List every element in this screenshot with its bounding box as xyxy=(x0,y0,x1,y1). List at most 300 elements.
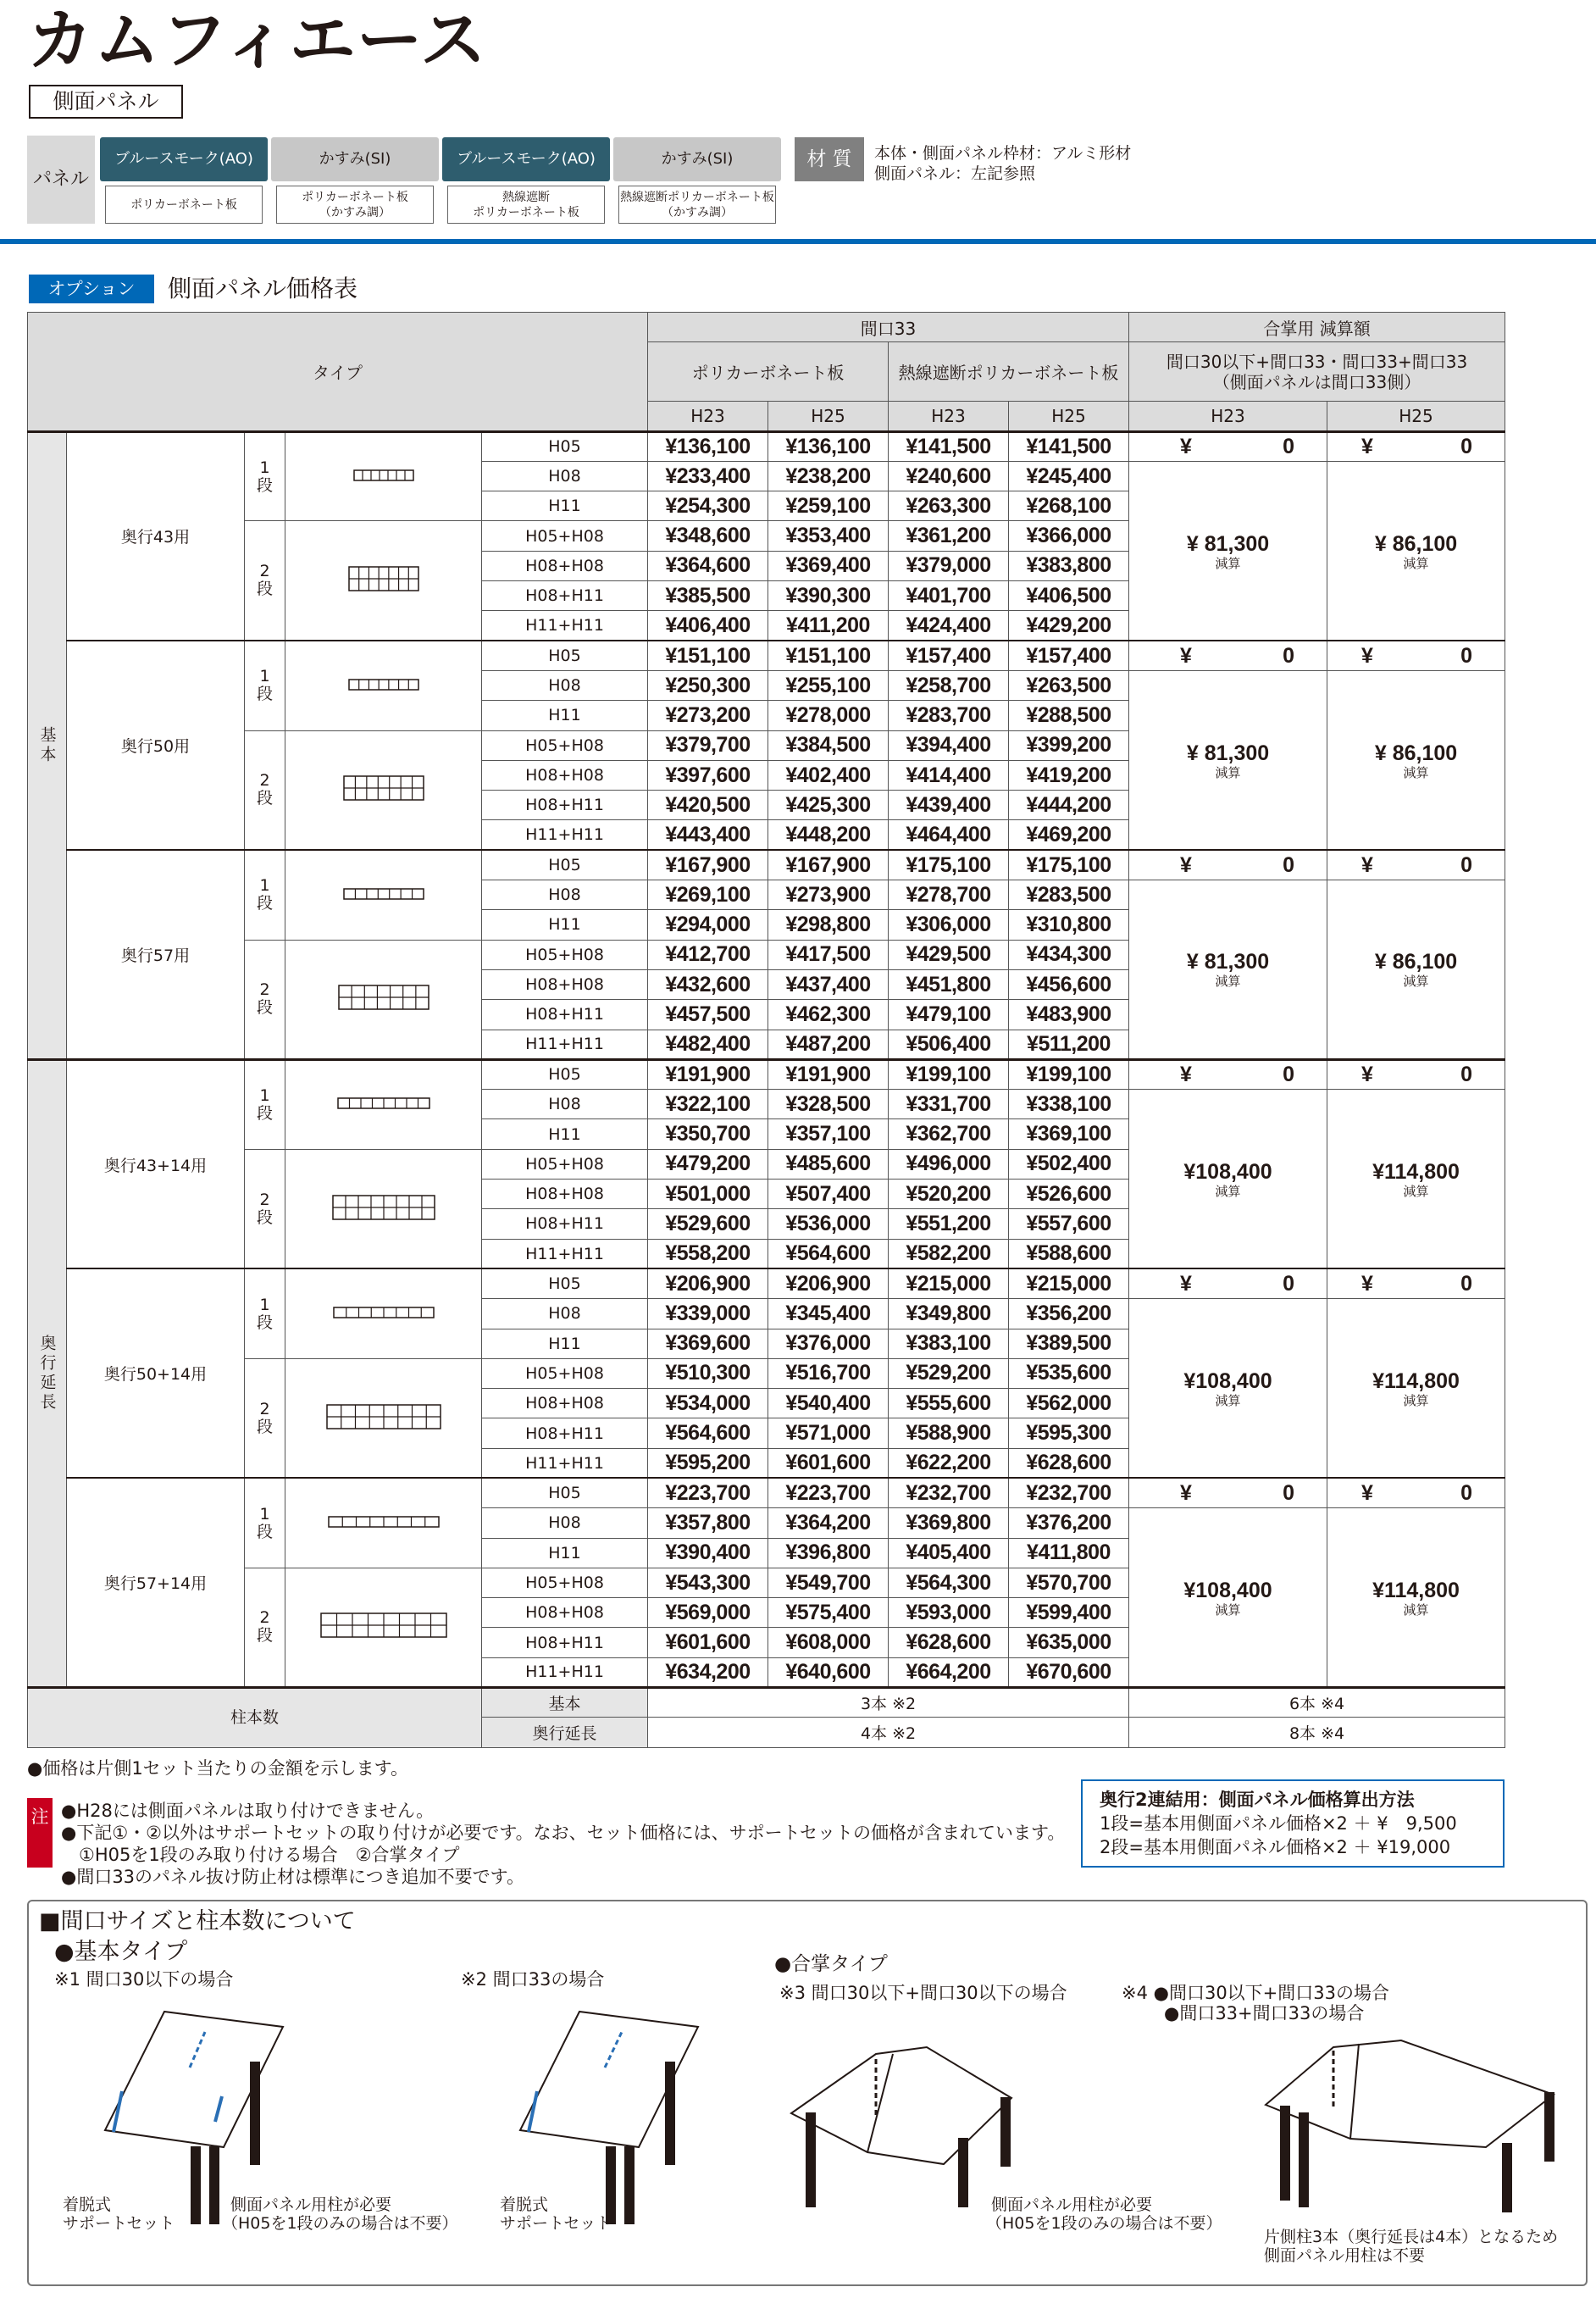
price-cell: ¥402,400 xyxy=(768,760,889,790)
depth-label: 奥行43用 xyxy=(67,431,245,641)
price-cell: ¥268,100 xyxy=(1009,491,1129,521)
price-cell: ¥349,800 xyxy=(889,1299,1009,1329)
price-cell: ¥263,500 xyxy=(1009,670,1129,700)
posts-label: 柱本数 xyxy=(28,1688,482,1748)
price-cell: ¥273,200 xyxy=(648,701,768,730)
price-cell: ¥278,000 xyxy=(768,701,889,730)
price-cell: ¥429,200 xyxy=(1009,611,1129,641)
support-label: サポートセット xyxy=(63,2214,175,2233)
price-table xyxy=(27,312,1505,1748)
price-cell: ¥543,300 xyxy=(648,1568,768,1597)
reduction-h25: ¥114,800 減算 xyxy=(1327,1299,1505,1479)
price-cell: ¥448,200 xyxy=(768,820,889,850)
price-cell: ¥487,200 xyxy=(768,1030,889,1059)
stage-label: 2 段 xyxy=(245,730,285,850)
price-cell: ¥383,800 xyxy=(1009,551,1129,580)
size-label: H05 xyxy=(482,431,648,461)
price-cell: ¥283,500 xyxy=(1009,880,1129,910)
size-label: H08 xyxy=(482,461,648,491)
price-cell: ¥362,700 xyxy=(889,1119,1009,1149)
side-note: 側面パネル用柱は不要 xyxy=(1264,2246,1426,2265)
reduction-zero: ¥ 0 xyxy=(1129,641,1327,670)
price-cell: ¥369,600 xyxy=(648,1329,768,1358)
table-row xyxy=(28,641,1505,670)
stage-label: 2 段 xyxy=(245,1149,285,1268)
size-label: H08+H08 xyxy=(482,1180,648,1209)
posts-kihon-value: 3本 ※2 xyxy=(648,1688,1129,1718)
price-cell: ¥232,700 xyxy=(1009,1478,1129,1507)
panel-label: パネル xyxy=(27,136,95,224)
size-label: H11 xyxy=(482,910,648,940)
calc-line: 2段=基本用側面パネル価格×2 ＋ ¥19,000 xyxy=(1100,1837,1451,1857)
support-label: サポートセット xyxy=(500,2214,612,2233)
price-cell: ¥141,500 xyxy=(889,431,1009,461)
price-cell: ¥483,900 xyxy=(1009,1000,1129,1030)
price-cell: ¥379,000 xyxy=(889,551,1009,580)
price-cell: ¥345,400 xyxy=(768,1299,889,1329)
price-cell: ¥366,000 xyxy=(1009,521,1129,551)
panel-grid-icon xyxy=(343,775,424,801)
material-line: 側面パネル：左記参照 xyxy=(874,164,1036,183)
price-cell: ¥599,400 xyxy=(1009,1598,1129,1628)
basic-case-2: ※2 間口33の場合 xyxy=(461,1969,605,1990)
category-label: 奥行延長 xyxy=(28,1059,67,1687)
stage-label: 1 段 xyxy=(245,431,285,521)
size-label: H08+H11 xyxy=(482,1628,648,1657)
price-cell: ¥361,200 xyxy=(889,521,1009,551)
price-cell: ¥464,400 xyxy=(889,820,1009,850)
size-label: H05+H08 xyxy=(482,940,648,969)
price-cell: ¥255,100 xyxy=(768,670,889,700)
price-cell: ¥479,100 xyxy=(889,1000,1009,1030)
price-cell: ¥419,200 xyxy=(1009,760,1129,790)
gassho-type-title: ●合掌タイプ xyxy=(774,1953,888,1975)
price-cell: ¥479,200 xyxy=(648,1149,768,1179)
size-label: H08 xyxy=(482,880,648,910)
table-row xyxy=(28,431,1505,461)
price-cell: ¥273,900 xyxy=(768,880,889,910)
size-label: H05 xyxy=(482,1059,648,1089)
panel-grid-icon xyxy=(348,566,419,591)
panel-diagram xyxy=(285,641,482,730)
depth-label: 奥行43+14用 xyxy=(67,1059,245,1268)
price-cell: ¥516,700 xyxy=(768,1358,889,1388)
price-cell: ¥136,100 xyxy=(768,431,889,461)
price-cell: ¥588,600 xyxy=(1009,1239,1129,1268)
size-label: H08+H11 xyxy=(482,581,648,611)
price-cell: ¥199,100 xyxy=(1009,1059,1129,1089)
price-cell: ¥551,200 xyxy=(889,1209,1009,1239)
price-cell: ¥215,000 xyxy=(889,1268,1009,1298)
price-cell: ¥206,900 xyxy=(648,1268,768,1298)
price-cell: ¥564,600 xyxy=(648,1418,768,1448)
size-label: H08+H08 xyxy=(482,1389,648,1418)
gassho-note: 間口30以下+間口33・間口33+間口33 （側面パネルは間口33側） xyxy=(1129,342,1505,402)
stage-label: 1 段 xyxy=(245,850,285,940)
panel-grid-icon xyxy=(337,1097,430,1109)
price-cell: ¥529,600 xyxy=(648,1209,768,1239)
price-cell: ¥357,800 xyxy=(648,1508,768,1538)
price-cell: ¥536,000 xyxy=(768,1209,889,1239)
price-cell: ¥529,200 xyxy=(889,1358,1009,1388)
swatch-kasumi: かすみ(SI) xyxy=(271,137,439,181)
table-row xyxy=(28,1478,1505,1507)
panel-grid-icon xyxy=(338,985,429,1010)
price-cell: ¥414,400 xyxy=(889,760,1009,790)
price-cell: ¥191,900 xyxy=(768,1059,889,1089)
price-cell: ¥269,100 xyxy=(648,880,768,910)
price-cell: ¥254,300 xyxy=(648,491,768,521)
depth-label: 奥行57+14用 xyxy=(67,1478,245,1687)
size-label: H08+H08 xyxy=(482,1598,648,1628)
size-label: H11+H11 xyxy=(482,1239,648,1268)
price-cell: ¥215,000 xyxy=(1009,1268,1129,1298)
depth-label: 奥行50用 xyxy=(67,641,245,850)
price-cell: ¥383,100 xyxy=(889,1329,1009,1358)
price-cell: ¥635,000 xyxy=(1009,1628,1129,1657)
price-cell: ¥558,200 xyxy=(648,1239,768,1268)
panel-diagram xyxy=(285,1059,482,1149)
support-label: 着脱式 xyxy=(500,2195,549,2214)
size-label: H05 xyxy=(482,641,648,670)
price-cell: ¥412,700 xyxy=(648,940,768,969)
size-label: H11 xyxy=(482,1329,648,1358)
price-cell: ¥250,300 xyxy=(648,670,768,700)
size-label: H08 xyxy=(482,1090,648,1119)
size-label: H08 xyxy=(482,1299,648,1329)
price-cell: ¥564,600 xyxy=(768,1239,889,1268)
price-cell: ¥670,600 xyxy=(1009,1657,1129,1687)
price-cell: ¥233,400 xyxy=(648,461,768,491)
size-label: H08+H11 xyxy=(482,1418,648,1448)
posts-kihon: 基本 xyxy=(482,1688,648,1718)
size-label: H08+H11 xyxy=(482,1209,648,1239)
price-cell: ¥376,000 xyxy=(768,1329,889,1358)
price-cell: ¥549,700 xyxy=(768,1568,889,1597)
note-line: ●下記①・②以外はサポートセットの取り付けが必要です。なお、セット価格には、サポートセットの価格が含まれています。 xyxy=(61,1823,1066,1843)
price-cell: ¥331,700 xyxy=(889,1090,1009,1119)
price-cell: ¥348,600 xyxy=(648,521,768,551)
reduction-h25: ¥114,800 減算 xyxy=(1327,1090,1505,1269)
poly-header: ポリカーボネート板 xyxy=(648,342,889,402)
price-cell: ¥175,100 xyxy=(889,850,1009,880)
price-cell: ¥511,200 xyxy=(1009,1030,1129,1059)
panel-diagram xyxy=(285,1268,482,1358)
price-cell: ¥664,200 xyxy=(889,1657,1009,1687)
price-cell: ¥232,700 xyxy=(889,1478,1009,1507)
price-cell: ¥588,900 xyxy=(889,1418,1009,1448)
price-cell: ¥443,400 xyxy=(648,820,768,850)
size-label: H08+H08 xyxy=(482,760,648,790)
note-line: ●H28には側面パネルは取り付けできません。 xyxy=(61,1801,435,1821)
h25-header: H25 xyxy=(1327,402,1505,431)
swatch-desc: 熱線遮断 ポリカーボネート板 xyxy=(447,186,605,224)
stage-label: 1 段 xyxy=(245,641,285,730)
price-cell: ¥622,200 xyxy=(889,1448,1009,1478)
panel-diagram xyxy=(285,1568,482,1687)
size-label: H11+H11 xyxy=(482,820,648,850)
panel-grid-icon xyxy=(332,1195,435,1220)
type-header: タイプ xyxy=(28,313,648,432)
price-cell: ¥328,500 xyxy=(768,1090,889,1119)
price-cell: ¥569,000 xyxy=(648,1598,768,1628)
panel-grid-icon xyxy=(328,1516,440,1528)
price-cell: ¥259,100 xyxy=(768,491,889,521)
gassho-case-4b: ●間口33+間口33の場合 xyxy=(1164,2003,1365,2023)
price-cell: ¥157,400 xyxy=(889,641,1009,670)
price-cell: ¥555,600 xyxy=(889,1389,1009,1418)
price-cell: ¥595,300 xyxy=(1009,1418,1129,1448)
swatch-desc: ポリカーボネート板 （かすみ調） xyxy=(276,186,434,224)
panel-grid-icon xyxy=(333,1307,435,1318)
price-cell: ¥238,200 xyxy=(768,461,889,491)
price-cell: ¥432,600 xyxy=(648,969,768,999)
note-line: ①H05を1段のみ取り付ける場合 ②合掌タイプ xyxy=(61,1845,460,1865)
post-need-label: 側面パネル用柱が必要 xyxy=(991,2195,1153,2214)
calc-box xyxy=(1081,1779,1505,1868)
price-cell: ¥223,700 xyxy=(768,1478,889,1507)
h23-header: H23 xyxy=(889,402,1009,431)
panel-diagram xyxy=(285,850,482,940)
price-cell: ¥457,500 xyxy=(648,1000,768,1030)
price-cell: ¥520,200 xyxy=(889,1180,1009,1209)
swatch-blue-smoke: ブルースモーク(AO) xyxy=(100,137,268,181)
price-cell: ¥245,400 xyxy=(1009,461,1129,491)
price-cell: ¥411,200 xyxy=(768,611,889,641)
panel-grid-icon xyxy=(353,469,414,481)
h25-header: H25 xyxy=(768,402,889,431)
reduction-h23: ¥108,400 減算 xyxy=(1129,1299,1327,1479)
reduction-h23: ¥ 81,300 減算 xyxy=(1129,880,1327,1060)
size-label: H05 xyxy=(482,850,648,880)
depth-label: 奥行50+14用 xyxy=(67,1268,245,1478)
reduction-zero: ¥ 0 xyxy=(1327,850,1505,880)
basic-case-1: ※1 間口30以下の場合 xyxy=(54,1969,234,1990)
size-label: H11 xyxy=(482,1119,648,1149)
basic-type-title: ●基本タイプ xyxy=(54,1939,188,1965)
price-cell: ¥485,600 xyxy=(768,1149,889,1179)
price-cell: ¥608,000 xyxy=(768,1628,889,1657)
price-cell: ¥385,500 xyxy=(648,581,768,611)
support-label: 着脱式 xyxy=(63,2195,112,2214)
size-label: H05 xyxy=(482,1268,648,1298)
price-cell: ¥535,600 xyxy=(1009,1358,1129,1388)
price-cell: ¥379,700 xyxy=(648,730,768,760)
price-cell: ¥167,900 xyxy=(768,850,889,880)
carport-basic-2 xyxy=(520,2012,698,2223)
panel-diagram xyxy=(285,1478,482,1568)
stage-label: 1 段 xyxy=(245,1059,285,1149)
price-cell: ¥390,300 xyxy=(768,581,889,611)
size-label: H05+H08 xyxy=(482,730,648,760)
price-cell: ¥322,100 xyxy=(648,1090,768,1119)
price-cell: ¥389,500 xyxy=(1009,1329,1129,1358)
reduction-h25: ¥114,800 減算 xyxy=(1327,1508,1505,1688)
price-cell: ¥420,500 xyxy=(648,791,768,820)
price-cell: ¥397,600 xyxy=(648,760,768,790)
reduction-zero: ¥ 0 xyxy=(1129,1478,1327,1507)
note-line: ●間口33のパネル抜け防止材は標準につき追加不要です。 xyxy=(61,1867,524,1887)
panel-grid-icon xyxy=(320,1612,447,1638)
panel-diagram xyxy=(285,521,482,641)
price-cell: ¥507,400 xyxy=(768,1180,889,1209)
price-cell: ¥364,600 xyxy=(648,551,768,580)
table-row xyxy=(28,1059,1505,1089)
price-cell: ¥258,700 xyxy=(889,670,1009,700)
h23-header: H23 xyxy=(648,402,768,431)
gassho-case-4a: ※4 ●間口30以下+間口33の場合 xyxy=(1122,1983,1389,2003)
page-subtitle: 側面パネル xyxy=(29,85,183,119)
price-cell: ¥425,300 xyxy=(768,791,889,820)
divider xyxy=(0,239,1596,244)
price-cell: ¥223,700 xyxy=(648,1478,768,1507)
price-cell: ¥151,100 xyxy=(768,641,889,670)
reduction-zero: ¥ 0 xyxy=(1327,1268,1505,1298)
size-label: H11+H11 xyxy=(482,1448,648,1478)
stage-label: 2 段 xyxy=(245,521,285,641)
price-cell: ¥294,000 xyxy=(648,910,768,940)
calc-title: 奥行2連結用：側面パネル価格算出方法 xyxy=(1100,1790,1415,1810)
table-row xyxy=(28,1268,1505,1298)
price-cell: ¥634,200 xyxy=(648,1657,768,1687)
carport-basic-1 xyxy=(105,2012,283,2223)
panel-diagram xyxy=(285,431,482,521)
maguchi-header: 間口33 xyxy=(648,313,1129,342)
panel-diagram xyxy=(285,940,482,1059)
price-cell: ¥167,900 xyxy=(648,850,768,880)
reduction-h25: ¥ 86,100 減算 xyxy=(1327,880,1505,1060)
reduction-h23: ¥108,400 減算 xyxy=(1129,1508,1327,1688)
reduction-zero: ¥ 0 xyxy=(1129,1268,1327,1298)
price-cell: ¥562,000 xyxy=(1009,1389,1129,1418)
reduction-h25: ¥ 86,100 減算 xyxy=(1327,461,1505,641)
price-cell: ¥444,200 xyxy=(1009,791,1129,820)
price-cell: ¥595,200 xyxy=(648,1448,768,1478)
price-cell: ¥151,100 xyxy=(648,641,768,670)
bottom-title: ■間口サイズと柱本数について xyxy=(39,1908,356,1934)
price-cell: ¥298,800 xyxy=(768,910,889,940)
heat-poly-header: 熱線遮断ポリカーボネート板 xyxy=(889,342,1129,402)
reduction-zero: ¥ 0 xyxy=(1327,431,1505,461)
price-cell: ¥582,200 xyxy=(889,1239,1009,1268)
option-badge: オプション xyxy=(29,275,154,303)
reduction-zero: ¥ 0 xyxy=(1129,850,1327,880)
price-cell: ¥338,100 xyxy=(1009,1090,1129,1119)
price-cell: ¥157,400 xyxy=(1009,641,1129,670)
size-label: H08 xyxy=(482,670,648,700)
post-need-label: （H05を1段のみの場合は不要） xyxy=(986,2214,1222,2233)
price-note: ●価格は片側1セット当たりの金額を示します。 xyxy=(27,1758,409,1779)
price-cell: ¥199,100 xyxy=(889,1059,1009,1089)
price-cell: ¥557,600 xyxy=(1009,1209,1129,1239)
price-cell: ¥501,000 xyxy=(648,1180,768,1209)
price-cell: ¥357,100 xyxy=(768,1119,889,1149)
size-label: H11+H11 xyxy=(482,1030,648,1059)
price-cell: ¥310,800 xyxy=(1009,910,1129,940)
price-cell: ¥401,700 xyxy=(889,581,1009,611)
price-cell: ¥353,400 xyxy=(768,521,889,551)
price-cell: ¥350,700 xyxy=(648,1119,768,1149)
price-cell: ¥191,900 xyxy=(648,1059,768,1089)
calc-line: 1段=基本用側面パネル価格×2 ＋ ¥ 9,500 xyxy=(1100,1813,1457,1834)
price-cell: ¥496,000 xyxy=(889,1149,1009,1179)
price-cell: ¥396,800 xyxy=(768,1538,889,1568)
stage-label: 1 段 xyxy=(245,1268,285,1358)
panel-grid-icon xyxy=(343,888,424,900)
price-cell: ¥263,300 xyxy=(889,491,1009,521)
price-cell: ¥456,600 xyxy=(1009,969,1129,999)
price-cell: ¥462,300 xyxy=(768,1000,889,1030)
carport-gassho-4 xyxy=(1266,2040,1554,2212)
size-label: H05 xyxy=(482,1478,648,1507)
price-cell: ¥601,600 xyxy=(648,1628,768,1657)
price-cell: ¥571,000 xyxy=(768,1418,889,1448)
size-label: H05+H08 xyxy=(482,521,648,551)
size-label: H11 xyxy=(482,701,648,730)
price-cell: ¥399,200 xyxy=(1009,730,1129,760)
material-line: 本体・側面パネル枠材：アルミ形材 xyxy=(874,144,1132,163)
price-cell: ¥439,400 xyxy=(889,791,1009,820)
price-cell: ¥283,700 xyxy=(889,701,1009,730)
price-cell: ¥141,500 xyxy=(1009,431,1129,461)
price-cell: ¥469,200 xyxy=(1009,820,1129,850)
reduction-h23: ¥ 81,300 減算 xyxy=(1129,670,1327,850)
price-cell: ¥502,400 xyxy=(1009,1149,1129,1179)
price-cell: ¥411,800 xyxy=(1009,1538,1129,1568)
reduction-zero: ¥ 0 xyxy=(1129,1059,1327,1089)
price-cell: ¥417,500 xyxy=(768,940,889,969)
price-cell: ¥405,400 xyxy=(889,1538,1009,1568)
section-title: 側面パネル価格表 xyxy=(168,275,358,303)
reduction-h23: ¥ 81,300 減算 xyxy=(1129,461,1327,641)
carport-gassho-3 xyxy=(791,2047,1011,2206)
reduction-zero: ¥ 0 xyxy=(1327,1478,1505,1507)
price-cell: ¥175,100 xyxy=(1009,850,1129,880)
table-row xyxy=(28,850,1505,880)
price-cell: ¥534,000 xyxy=(648,1389,768,1418)
size-label: H08+H08 xyxy=(482,969,648,999)
posts-encho: 奥行延長 xyxy=(482,1718,648,1747)
size-label: H08 xyxy=(482,1508,648,1538)
panel-grid-icon xyxy=(326,1404,441,1429)
price-cell: ¥406,500 xyxy=(1009,581,1129,611)
depth-label: 奥行57用 xyxy=(67,850,245,1059)
post-diagram-panel xyxy=(27,1900,1588,2286)
price-cell: ¥593,000 xyxy=(889,1598,1009,1628)
price-cell: ¥540,400 xyxy=(768,1389,889,1418)
side-note: 片側柱3本（奥行延長は4本）となるため xyxy=(1264,2228,1559,2246)
price-cell: ¥628,600 xyxy=(889,1628,1009,1657)
note-mark: 注 xyxy=(27,1798,53,1868)
size-label: H11 xyxy=(482,1538,648,1568)
price-cell: ¥526,600 xyxy=(1009,1180,1129,1209)
size-label: H08+H11 xyxy=(482,791,648,820)
size-label: H11+H11 xyxy=(482,1657,648,1687)
price-cell: ¥369,100 xyxy=(1009,1119,1129,1149)
price-cell: ¥394,400 xyxy=(889,730,1009,760)
size-label: H05+H08 xyxy=(482,1568,648,1597)
price-cell: ¥482,400 xyxy=(648,1030,768,1059)
price-cell: ¥136,100 xyxy=(648,431,768,461)
price-cell: ¥278,700 xyxy=(889,880,1009,910)
h25-header: H25 xyxy=(1009,402,1129,431)
reduction-h25: ¥ 86,100 減算 xyxy=(1327,670,1505,850)
h23-header: H23 xyxy=(1129,402,1327,431)
reduction-zero: ¥ 0 xyxy=(1327,641,1505,670)
size-label: H11+H11 xyxy=(482,611,648,641)
price-cell: ¥369,800 xyxy=(889,1508,1009,1538)
price-cell: ¥288,500 xyxy=(1009,701,1129,730)
